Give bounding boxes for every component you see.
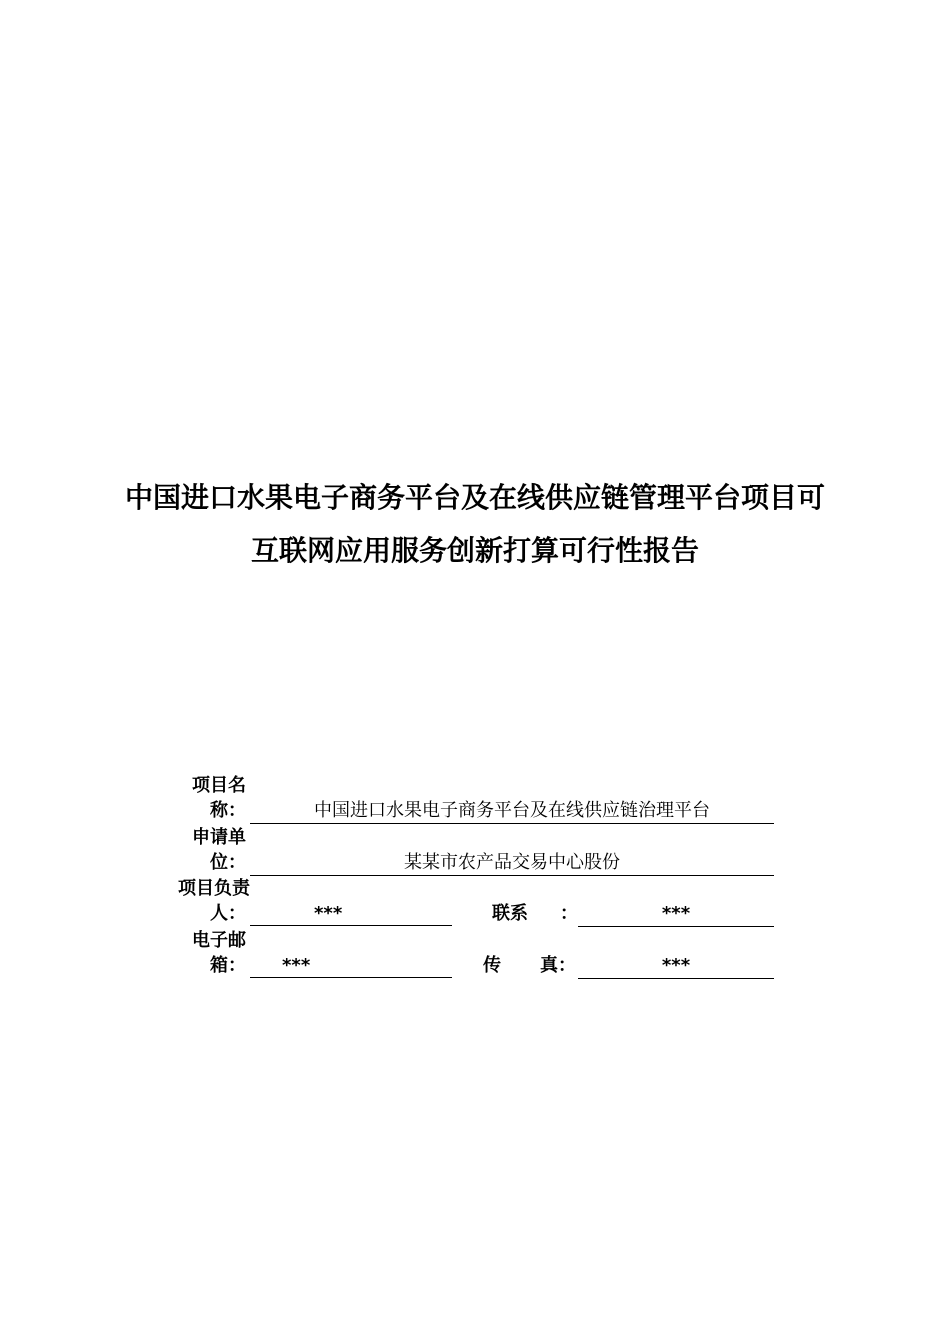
project-name-label-line-2: 称： <box>210 800 246 821</box>
applicant-field: 某某市农产品交易中心股份 <box>250 851 774 876</box>
report-title-line-2: 互联网应用服务创新打算可行性报告 <box>250 534 699 567</box>
email-label-line-2: 箱： <box>210 955 246 976</box>
applicant-label-line-2: 位： <box>210 852 246 873</box>
project-name-label-line-1: 项目名 <box>192 775 246 796</box>
project-lead-label-line-1: 项目负责 <box>178 878 250 899</box>
email-field: *** <box>250 954 452 978</box>
report-title-line-1: 中国进口水果电子商务平台及在线供应链管理平台项目可 <box>124 481 825 514</box>
email-label-line-1: 电子邮 <box>192 930 246 951</box>
contact-phone-field: *** <box>578 902 774 927</box>
project-name-field: 中国进口水果电子商务平台及在线供应链治理平台 <box>250 799 774 824</box>
contact-phone-label: 联系 <box>492 903 528 924</box>
project-lead-label-line-2: 人： <box>210 903 246 924</box>
fax-label-part-2: 真： <box>540 955 576 976</box>
fax-field: *** <box>578 954 774 979</box>
fax-label-part-1: 传 <box>483 955 501 976</box>
contact-phone-colon: ： <box>560 903 578 924</box>
applicant-label-line-1: 申请单 <box>192 827 246 848</box>
project-lead-field: *** <box>250 902 452 926</box>
